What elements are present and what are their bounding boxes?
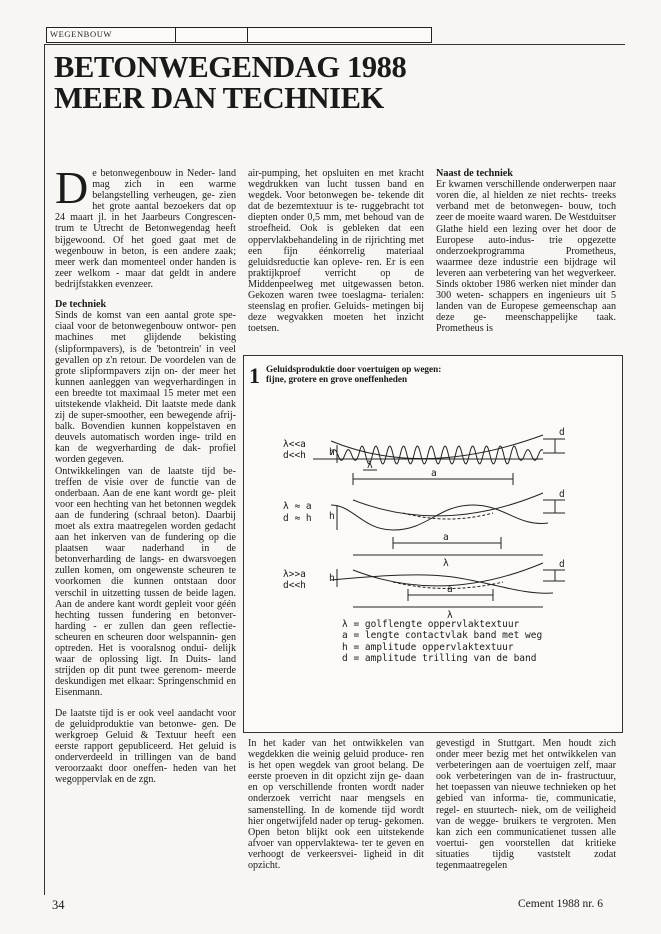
lambda-mark: λ (367, 460, 373, 471)
caption-line-1: Geluidsproduktie door voertuigen op wegen: (266, 364, 442, 374)
section-heading-techniek: De techniek (55, 299, 107, 311)
legend-item: h = amplitude oppervlaktextuur (342, 641, 514, 653)
paragraph: air-pumping, het opsluiten en met kracht wegdrukken van lucht tussen band en wegdek. Voor betonwegen be- tekende dit dat de bezemtextuur is te- ruggebracht tot diepten onder 0,5 mm, met behoud van de stroefheid. Ook is gebleken dat een oppervlakbehandeling in de rijrichting met een fijn éénkorrelig materiaal geluidsreductie kan opleve- ren. Er is een praktijkproef verricht op de Middenpeelweg met uitgewassen beton. Gekozen waren twee toeslagma- terialen: steenslag en profier. Geluids- metingen bij deze wegvakken moeten het inzicht toetsen. (248, 168, 424, 335)
d-mark: d (559, 559, 565, 570)
texture-wave-row3 (331, 575, 553, 593)
condition-lambda-row1: λ<<a (283, 439, 306, 450)
paragraph: gevestigd in Stuttgart. Men houdt zich onder meer bezig met het ontwikkelen van verbeteringen aan de voertuigen zelf, maar ook verbeteringen van de in- frastructuur, het toepassen van nieuwe technieken op het gebied van informa- tie, communicatie, regel- en stuurtech- niek, om de veiligheid van de wegge- bruikers te vergroten. Men kan zich een communicatienet tussen alle voertui- gen voorstellen dat kritieke situaties tijdig vaststelt zodat tegenmaatregelen (436, 738, 616, 872)
legend-item: λ = golflengte oppervlaktextuur (342, 619, 520, 630)
intro-paragraph (55, 162, 236, 290)
paragraph: Ontwikkelingen van de laatste tijd be- treffen de visie over de functie van de onderbaan. Aan de ene kant wordt ge- pleit voor een hechting van het betonnen wegdek aan de fundering (schraal beton). Daarbij moet als extra maatregelen worden gedacht aan het inkerven van de fundering op die plaatsen waar naderhand in de betonverharding de langs- en dwarsvoegen zullen komen, om ongewenste scheuren te voorkomen die kunnen ontstaan door verschil in uitzetting tussen de beide lagen. Aan de andere kant wordt gepleit voor géén hechting tussen fundering en betonver- harding - er zullen dan geen reflectie- scheuren en scheuren door welspannin- gen optreden. Het is vooralsnog ondui- delijk waar de oplossing ligt. In Duits- land strijden op dit punt twee gerenom- meerde deskundigen met elkaar: Springenschmid en Eisenmann. (55, 465, 236, 699)
column-2-top (248, 168, 424, 334)
lambda-mark: λ (447, 610, 453, 621)
page-number: 34 (52, 898, 65, 912)
d-mark: d (559, 489, 565, 500)
header-empty-cell (176, 28, 248, 42)
section-label: WEGENBOUW (47, 28, 176, 42)
title-line-1: BETONWEGENDAG 1988 (54, 50, 407, 84)
a-mark: a (443, 532, 449, 543)
condition-d-row2: d ≈ h (283, 513, 312, 524)
section-heading-naast: Naast de techniek (436, 168, 513, 179)
column-2-bottom (248, 738, 424, 871)
legend-item: a = lengte contactvlak band met weg (342, 630, 543, 642)
h-mark: h (329, 511, 335, 522)
paragraph: De laatste tijd is er ook veel aandacht voor de geluidproduktie van betonwe- gen. De werkgroep Geluid & Textuur heeft een eerste rapport gepubliceerd. Het geluid is onderverdeeld in trillingen van de band veroorzaakt door oneffen- heden van het wegoppervlak en de zgn. (55, 707, 236, 786)
a-mark: a (431, 468, 437, 479)
condition-lambda-row3: λ>>a (283, 569, 306, 580)
title-line-2: MEER DAN TECHNIEK (54, 81, 384, 115)
column-3-bottom (436, 738, 616, 871)
article-title (54, 52, 406, 114)
column-3-top (436, 168, 616, 335)
condition-d-row3: d<<h (283, 580, 306, 591)
d-mark: d (559, 427, 565, 438)
intro-text: e betonwegenbouw in Neder- land mag zich in een warme belangstelling verheugen, ge- zien het grote aantal bezoekers dat op 24 maart jl. in het Jaarbeurs Congrescen- trum te Utrecht de Betonwegendag heeft bijgewoond. Of het goed gaat met de wegenbouw in beton, is een andere zaak; meer werk dan momenteel onder handen is zeer welkom - maar dat geldt in andere bedrijfstakken evenzeer. (55, 168, 236, 290)
h-mark: h (329, 573, 335, 584)
drop-cap: D (55, 162, 89, 213)
header-empty-cell (248, 28, 431, 42)
lambda-mark: λ (443, 558, 449, 569)
condition-lambda-row2: λ ≈ a (283, 501, 312, 512)
condition-d-row1: d<<h (283, 450, 306, 461)
a-mark: a (447, 584, 453, 595)
tyre-road-diagram (243, 355, 621, 731)
texture-wave-row1 (331, 446, 543, 464)
journal-name: Cement 1988 nr. 6 (518, 898, 603, 910)
section-header-bar (46, 27, 432, 43)
legend-item: d = amplitude trilling van de band (342, 653, 537, 665)
paragraph: Sinds de komst van een aantal grote spe- ciaal voor de betonwegenbouw ontwor- pen machines met glijdende bekisting (slipformpavers), is de 'betontrein' in veel gevallen op z'n retour. De voordelen van de grote slipformpavers zijn on- der meer het kunnen aanleggen van wegverhardingen in een breedte tot maximaal 15 meter met een uitstekende vlakheid. Dit laatste mede dank zij de super-smoother, een bewegende afrij- balk. Bovendien kunnen koppelstaven en deuvels automatisch worden inge- trild en kan de wegverharding de dak- profiel worden gegeven. (55, 310, 236, 466)
column-1 (55, 162, 236, 786)
texture-wave-row2 (331, 505, 548, 530)
tyre-arc-row2 (353, 493, 543, 516)
h-mark: h (329, 447, 335, 458)
figure-number: 1 (249, 363, 260, 388)
figure-legend (342, 619, 542, 665)
caption-line-2: fijne, grotere en grove oneffenheden (266, 374, 408, 385)
paragraph: In het kader van het ontwikkelen van wegdekken die weinig geluid produce- ren is het open wegdek van groot belang. De eerste proeven in dit opzicht zijn ge- daan en op verschillende fronten wordt nader onderzoek verricht naar mengsels en samenstelling. In de komende tijd wordt hier ongetwijfeld nader op terug- gekomen. Open beton blijkt ook een uitstekende afvoer van oppervlaktewa- ter te geven en verhoogt de verkeersvei- ligheid in dit opzicht. (248, 738, 424, 872)
paragraph: Er kwamen verschillende onderwerpen naar voren die, al hielden ze niet rechts- treeks verband met de betonwegen- bouw, toch zeer de moeite waard waren. De Westduitser Glathe hield een lezing over het door de Europese auto-indus- trie opgezette onderzoekprogramma Prometheus, waarmee deze industrie een bijdrage wil leveren aan verbetering van het wegverkeer. Sinds oktober 1986 werken niet minder dan 300 weten- schappers en ingenieurs uit 5 landen van de Europese gemeenschap aan deze ge- meenschappelijke taak. Prometheus is (436, 179, 616, 335)
